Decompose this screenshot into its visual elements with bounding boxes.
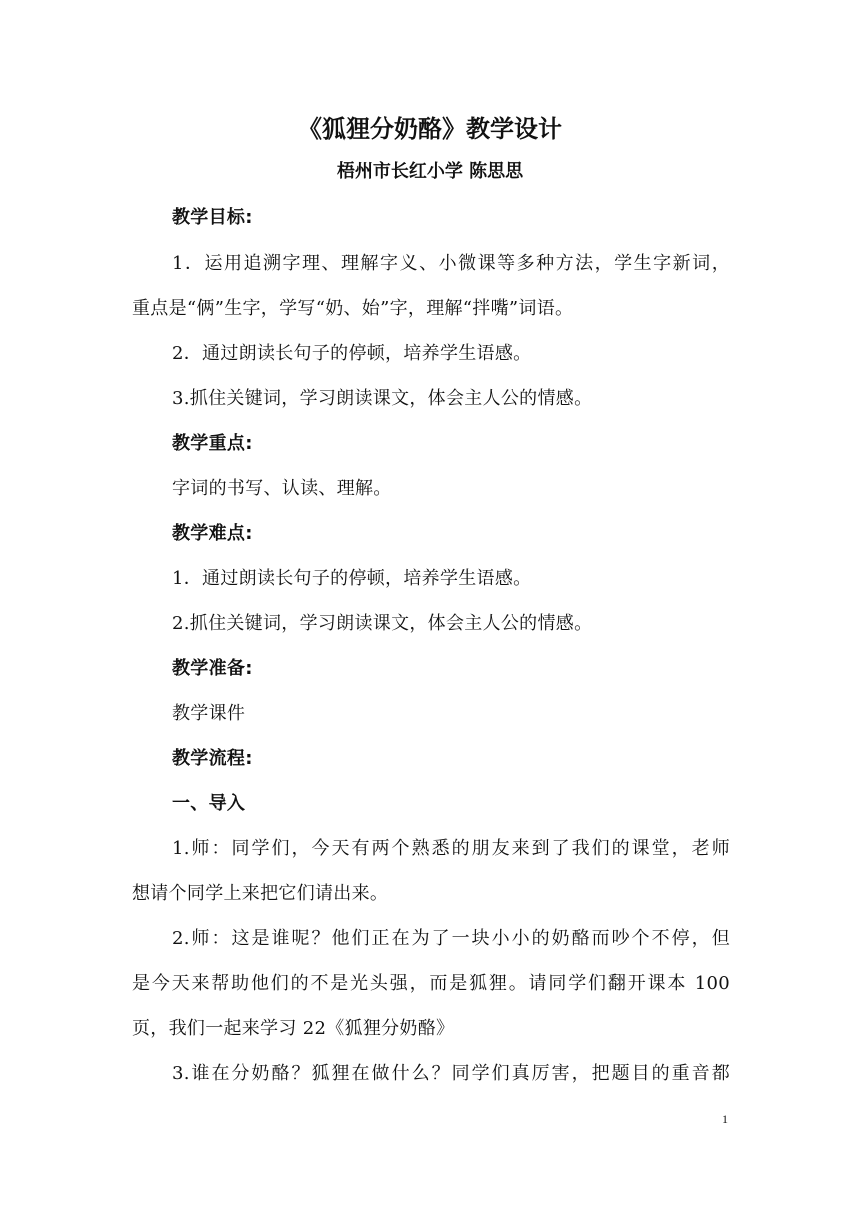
step-1-line-1: 1.师：同学们，今天有两个熟悉的朋友来到了我们的课堂，老师 — [172, 838, 730, 859]
step-2-line-3: 页，我们一起来学习 22《狐狸分奶酪》 — [132, 1018, 455, 1039]
key-points-heading: 教学重点: — [172, 433, 253, 454]
key-points-text: 字词的书写、认读、理解。 — [172, 478, 392, 499]
page-number: 1 — [722, 1112, 728, 1126]
step-2-line-2: 是今天来帮助他们的不是光头强，而是狐狸。请同学们翻开课本 100 — [132, 973, 730, 994]
document-title: 《狐狸分奶酪》教学设计 — [298, 115, 562, 143]
goal-1-line-2: 重点是“俩”生字，学写“奶、始”字，理解“拌嘴”词语。 — [132, 298, 574, 319]
preparation-text: 教学课件 — [172, 703, 246, 724]
step-3-line-1: 3.谁在分奶酪？狐狸在做什么？同学们真厉害，把题目的重音都 — [172, 1063, 730, 1084]
difficulty-heading: 教学难点: — [172, 523, 253, 544]
step-1-line-2: 想请个同学上来把它们请出来。 — [132, 883, 389, 904]
process-heading: 教学流程: — [172, 748, 253, 769]
author-line: 梧州市长红小学 陈思思 — [336, 161, 524, 182]
goals-heading: 教学目标: — [172, 207, 253, 228]
difficulty-1: 1．通过朗读长句子的停顿，培养学生语感。 — [172, 568, 532, 589]
goal-3: 3.抓住关键词，学习朗读课文，体会主人公的情感。 — [172, 388, 593, 409]
goal-2: 2．通过朗读长句子的停顿，培养学生语感。 — [172, 343, 532, 364]
preparation-heading: 教学准备: — [172, 658, 253, 679]
difficulty-2: 2.抓住关键词，学习朗读课文，体会主人公的情感。 — [172, 613, 593, 634]
step-2-line-1: 2.师：这是谁呢？他们正在为了一块小小的奶酪而吵个不停，但 — [172, 928, 730, 949]
section-1-heading: 一、导入 — [172, 793, 246, 814]
goal-1-line-1: 1．运用追溯字理、理解字义、小微课等多种方法，学生字新词， — [172, 253, 730, 274]
